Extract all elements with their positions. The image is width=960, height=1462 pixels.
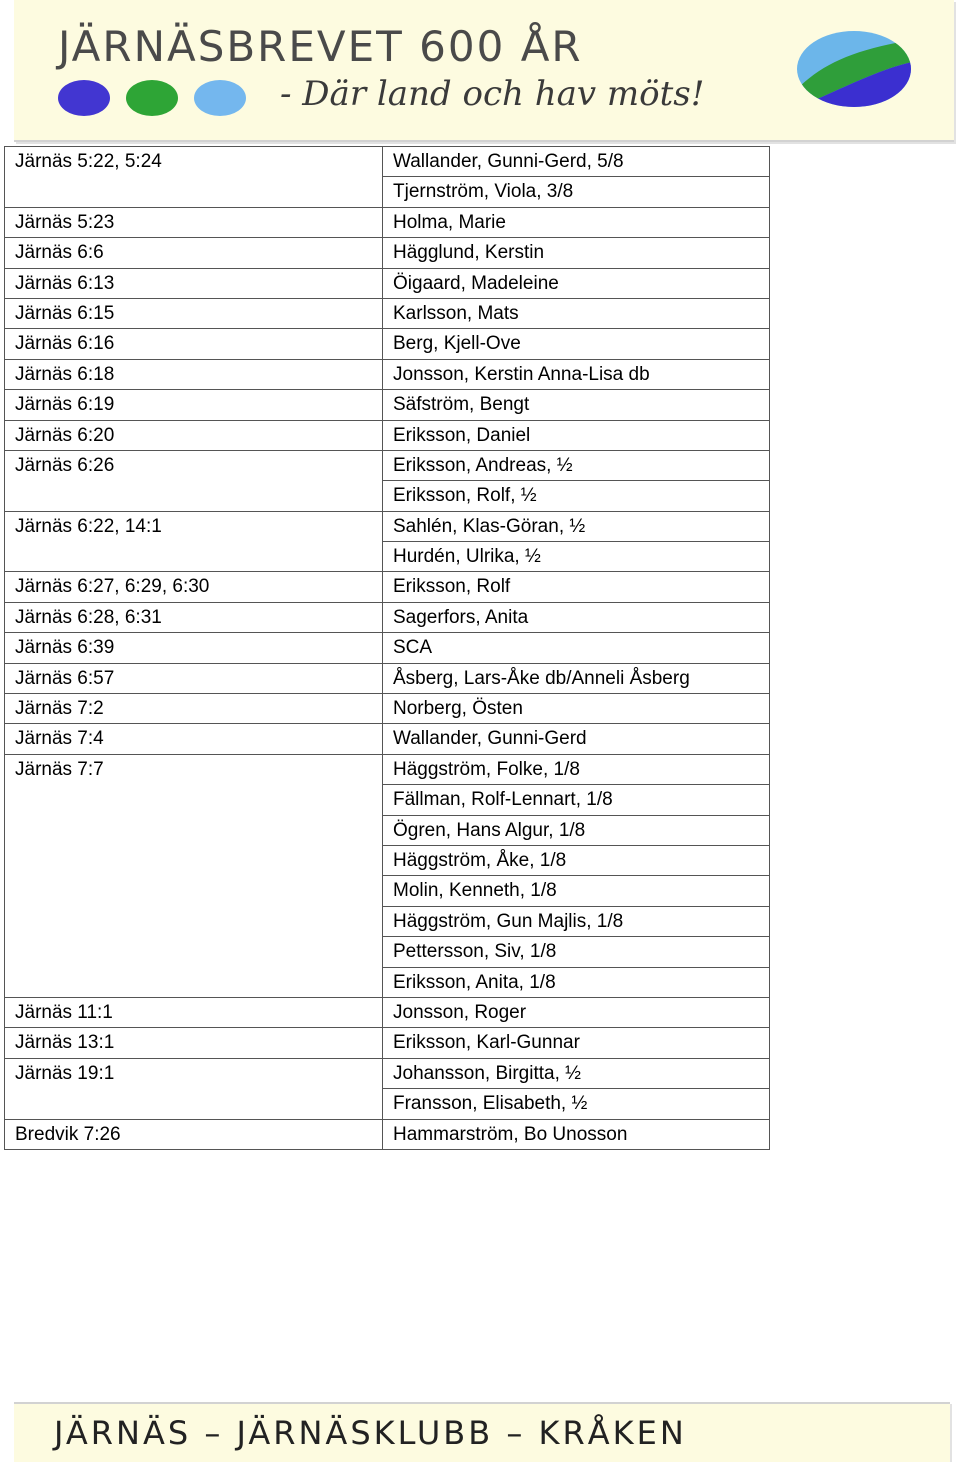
- table-row: [5, 329, 770, 359]
- owner-cell: Fällman, Rolf-Lennart, 1/8: [383, 785, 770, 815]
- property-cell: [5, 481, 383, 511]
- table-row: [5, 390, 770, 420]
- table-row: [5, 694, 770, 724]
- property-cell: [5, 967, 383, 997]
- footer-banner: [14, 1402, 950, 1462]
- owner-cell: Sahlén, Klas-Göran, ½: [383, 511, 770, 541]
- table-row: [5, 967, 770, 997]
- table-body: [5, 147, 770, 1150]
- property-cell: Järnäs 6:6: [5, 238, 383, 268]
- owner-cell: Karlsson, Mats: [383, 298, 770, 328]
- property-cell: [5, 1089, 383, 1119]
- property-cell: Järnäs 6:22, 14:1: [5, 511, 383, 541]
- property-cell: Järnäs 19:1: [5, 1058, 383, 1088]
- table-row: [5, 147, 770, 177]
- property-cell: Järnäs 13:1: [5, 1028, 383, 1058]
- property-cell: Järnäs 6:19: [5, 390, 383, 420]
- land-sea-logo-icon: [796, 30, 912, 108]
- light-blue-dot-icon: [194, 80, 246, 116]
- property-cell: Järnäs 5:23: [5, 207, 383, 237]
- property-cell: Bredvik 7:26: [5, 1119, 383, 1149]
- owner-cell: Eriksson, Anita, 1/8: [383, 967, 770, 997]
- property-cell: [5, 937, 383, 967]
- table-row: [5, 1119, 770, 1149]
- property-cell: Järnäs 6:28, 6:31: [5, 602, 383, 632]
- owner-cell: Öigaard, Madeleine: [383, 268, 770, 298]
- table-row: [5, 420, 770, 450]
- property-cell: Järnäs 6:13: [5, 268, 383, 298]
- owner-cell: Häggström, Gun Majlis, 1/8: [383, 906, 770, 936]
- owner-cell: Eriksson, Rolf, ½: [383, 481, 770, 511]
- table-row: [5, 602, 770, 632]
- property-cell: [5, 845, 383, 875]
- owner-cell: Hägglund, Kerstin: [383, 238, 770, 268]
- table-row: [5, 997, 770, 1027]
- blue-dot-icon: [58, 80, 110, 116]
- owner-cell: Häggström, Folke, 1/8: [383, 754, 770, 784]
- property-cell: Järnäs 7:2: [5, 694, 383, 724]
- property-cell: Järnäs 6:16: [5, 329, 383, 359]
- table-row: [5, 238, 770, 268]
- table-row: [5, 937, 770, 967]
- owner-cell: Hurdén, Ulrika, ½: [383, 542, 770, 572]
- property-cell: Järnäs 6:26: [5, 450, 383, 480]
- property-cell: [5, 785, 383, 815]
- table-row: [5, 207, 770, 237]
- owner-cell: Eriksson, Daniel: [383, 420, 770, 450]
- property-cell: [5, 876, 383, 906]
- table-row: [5, 1028, 770, 1058]
- property-cell: Järnäs 6:39: [5, 633, 383, 663]
- owner-cell: Jonsson, Kerstin Anna-Lisa db: [383, 359, 770, 389]
- owner-cell: Sagerfors, Anita: [383, 602, 770, 632]
- table-row: [5, 511, 770, 541]
- owner-cell: Tjernström, Viola, 3/8: [383, 177, 770, 207]
- header-banner: [14, 0, 954, 142]
- table-row: [5, 359, 770, 389]
- table-row: [5, 268, 770, 298]
- owner-cell: Eriksson, Rolf: [383, 572, 770, 602]
- property-cell: Järnäs 6:15: [5, 298, 383, 328]
- owner-cell: Pettersson, Siv, 1/8: [383, 937, 770, 967]
- table-row: [5, 724, 770, 754]
- owner-cell: Eriksson, Karl-Gunnar: [383, 1028, 770, 1058]
- table-row: [5, 1089, 770, 1119]
- table-row: [5, 177, 770, 207]
- property-cell: Järnäs 6:27, 6:29, 6:30: [5, 572, 383, 602]
- table-row: [5, 785, 770, 815]
- table-row: [5, 663, 770, 693]
- owner-cell: Johansson, Birgitta, ½: [383, 1058, 770, 1088]
- green-dot-icon: [126, 80, 178, 116]
- owner-cell: Ögren, Hans Algur, 1/8: [383, 815, 770, 845]
- property-cell: Järnäs 11:1: [5, 997, 383, 1027]
- owner-cell: Åsberg, Lars-Åke db/Anneli Åsberg: [383, 663, 770, 693]
- property-cell: Järnäs 6:57: [5, 663, 383, 693]
- property-owner-table: [4, 146, 770, 1150]
- table-row: [5, 572, 770, 602]
- owner-cell: Hammarström, Bo Unosson: [383, 1119, 770, 1149]
- table-row: [5, 450, 770, 480]
- property-cell: Järnäs 6:20: [5, 420, 383, 450]
- owner-cell: Säfström, Bengt: [383, 390, 770, 420]
- owner-cell: Eriksson, Andreas, ½: [383, 450, 770, 480]
- owner-cell: Fransson, Elisabeth, ½: [383, 1089, 770, 1119]
- footer-text: JÄRNÄS – JÄRNÄSKLUBB – KRÅKEN: [54, 1414, 687, 1452]
- property-cell: [5, 177, 383, 207]
- owner-cell: Molin, Kenneth, 1/8: [383, 876, 770, 906]
- owner-cell: Wallander, Gunni-Gerd: [383, 724, 770, 754]
- property-cell: Järnäs 7:4: [5, 724, 383, 754]
- owner-cell: Wallander, Gunni-Gerd, 5/8: [383, 147, 770, 177]
- owner-cell: Holma, Marie: [383, 207, 770, 237]
- owner-cell: SCA: [383, 633, 770, 663]
- banner-title: JÄRNÄSBREVET 600 ÅR: [58, 22, 583, 71]
- property-cell: Järnäs 5:22, 5:24: [5, 147, 383, 177]
- table-row: [5, 542, 770, 572]
- table-row: [5, 906, 770, 936]
- owner-cell: Norberg, Östen: [383, 694, 770, 724]
- table-row: [5, 876, 770, 906]
- banner-subtitle: - Där land och hav möts!: [280, 74, 705, 114]
- property-cell: [5, 906, 383, 936]
- table-row: [5, 633, 770, 663]
- table-row: [5, 845, 770, 875]
- owner-cell: Jonsson, Roger: [383, 997, 770, 1027]
- property-cell: [5, 542, 383, 572]
- table-row: [5, 481, 770, 511]
- owner-cell: Berg, Kjell-Ove: [383, 329, 770, 359]
- property-cell: [5, 815, 383, 845]
- table-row: [5, 1058, 770, 1088]
- property-cell: Järnäs 7:7: [5, 754, 383, 784]
- table-row: [5, 298, 770, 328]
- table-row: [5, 754, 770, 784]
- property-cell: Järnäs 6:18: [5, 359, 383, 389]
- table-row: [5, 815, 770, 845]
- owner-cell: Häggström, Åke, 1/8: [383, 845, 770, 875]
